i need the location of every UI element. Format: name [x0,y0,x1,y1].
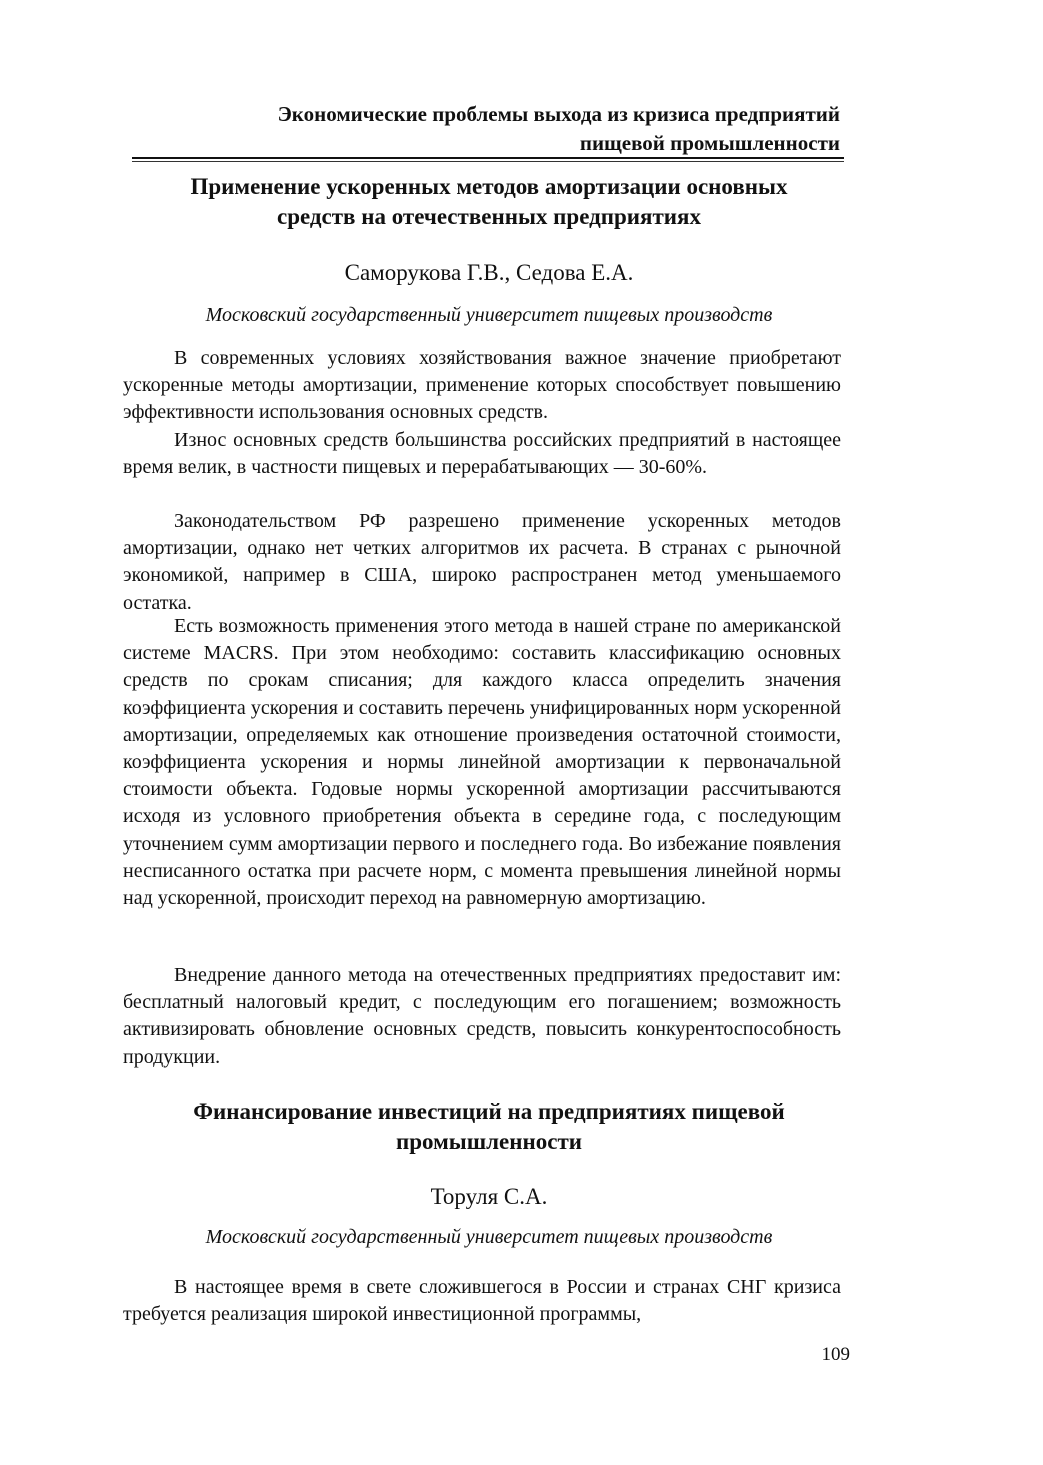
article1-authors: Саморукова Г.В., Седова Е.А. [344,260,634,285]
running-header [140,100,840,158]
article2-title-line-2: промышленности [395,1129,583,1154]
article1-title-line-1: Применение ускоренных методов амортизации основных [190,174,788,199]
article2-title-line-1: Финансирование инвестиций на предприятиях пищевой [193,1099,785,1124]
article2-title [130,1097,848,1157]
running-header-line-1: Экономические проблемы выхода из кризиса предприятий [277,102,840,126]
article2-affiliation: Московский государственный университет пищевых производств [205,1226,773,1248]
article1-paragraph-4: Есть возможность применения этого метода в нашей стране по американской системе MACRS. При этом необходимо: составить классификацию основных средств по срокам списания; для каждого класса определить значения коэффициента ускорения и составить перечень унифицированных норм ускоренной амортизации, определяемых как отношение произведения остаточной стоимости, коэффициента ускорения и нормы линейной амортизации к первоначальной стоимости объекта. Годовые нормы ускоренной амортизации рассчитываются исходя из условного приобретения объекта в середине года, с последующим уточнением сумм амортизации первого и последнего года. Во избежание появления несписанного остатка при расчете норм, с момента превышения линейной нормы над ускоренной, происходит переход на равномерную амортизацию. [123,615,841,910]
article1-title-line-2: средств на отечественных предприятиях [277,204,701,229]
article1-affiliation: Московский государственный университет пищевых производств [205,304,773,326]
article1-paragraph-5: Внедрение данного метода на отечественных предприятиях предоставит им: бесплатный налоговый кредит, с последующим его погашением; возможность активизировать обновление основных средств, повысить конкурентоспособность продукции. [123,964,841,1068]
article2-paragraph-1: В настоящее время в свете сложившегося в России и странах СНГ кризиса требуется реализация широкой инвестиционной программы, [123,1276,841,1326]
article1-paragraph-3: Законодательством РФ разрешено применение ускоренных методов амортизации, однако нет четких алгоритмов их расчета. В странах с рыночной экономикой, например в США, широко распространен метод уменьшаемого остатка. [123,510,841,614]
header-rule-thin [132,161,844,162]
page-number: 109 [821,1344,850,1365]
article1-title [130,172,848,232]
header-rule [132,157,844,159]
article1-paragraph-1: В современных условиях хозяйствования важное значение приобретают ускоренные методы амортизации, применение которых способствует повышению эффективности использования основных средств. [123,347,841,424]
running-header-line-2: пищевой промышленности [579,131,840,155]
article2-authors: Торуля С.А. [430,1184,548,1209]
article1-paragraph-2: Износ основных средств большинства российских предприятий в настоящее время велик, в частности пищевых и перерабатывающих — 30-60%. [123,429,841,479]
